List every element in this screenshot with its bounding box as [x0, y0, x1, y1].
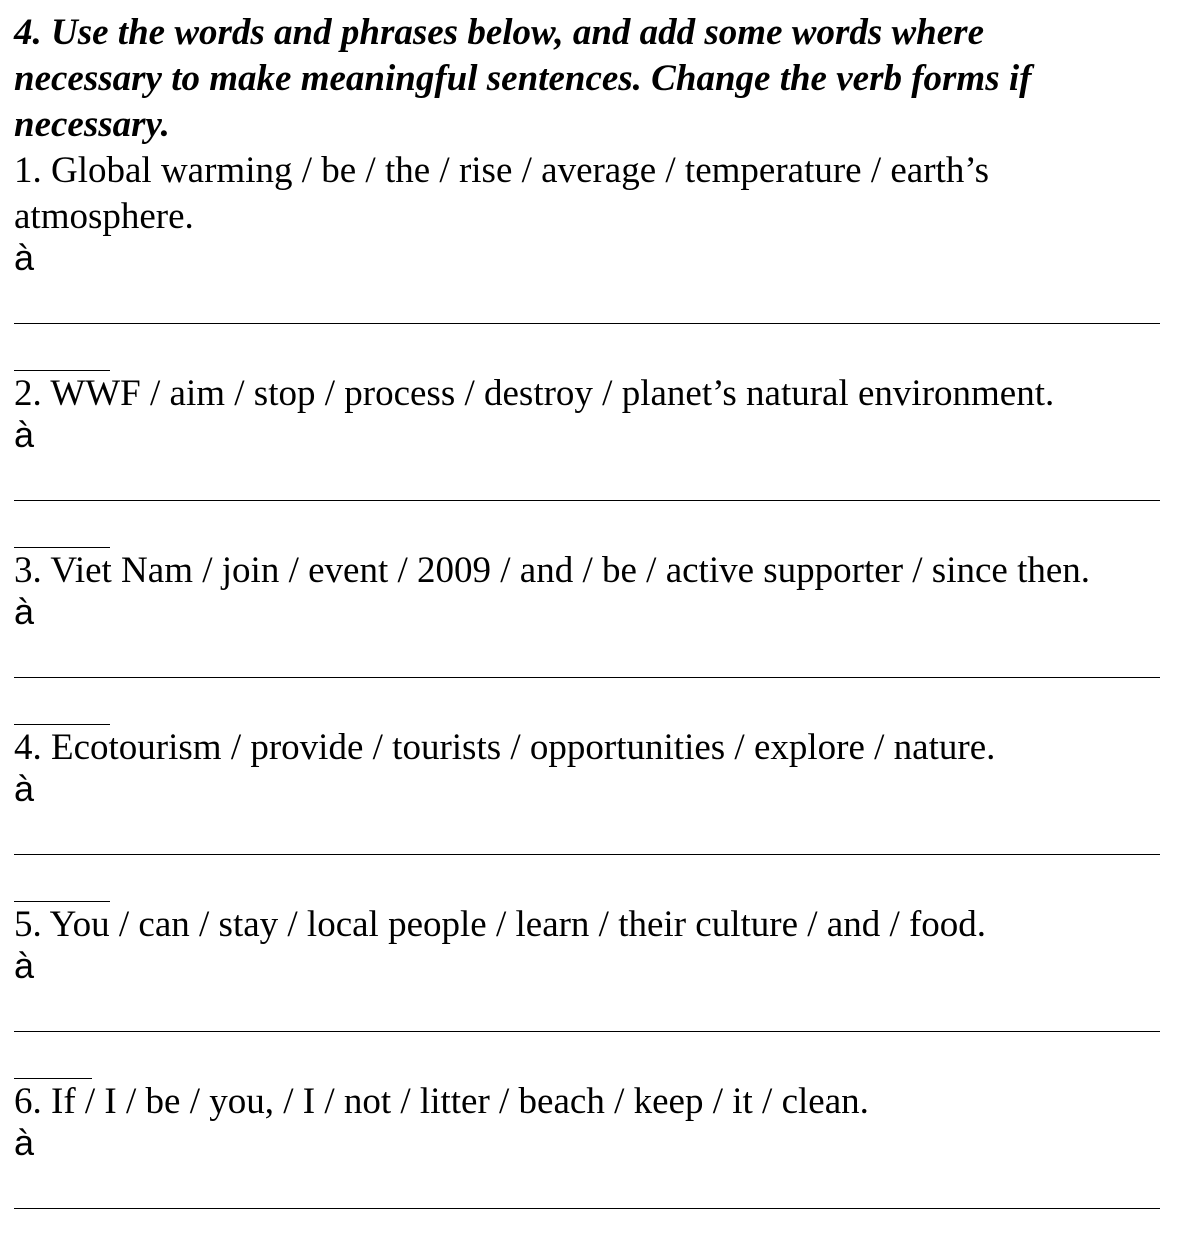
item-4-arrow: à: [14, 768, 35, 809]
exercise-item-4: [14, 725, 1190, 902]
exercise-item-2: [14, 371, 1190, 548]
item-2-answer-line[interactable]: [14, 500, 1160, 501]
item-5-arrow: à: [14, 945, 35, 986]
item-3-prompt: 3. Viet Nam / join / event / 2009 / and / be / active supporter / since then.: [14, 550, 1091, 591]
item-5-prompt: 5. You / can / stay / local people / learn / their culture / and / food.: [14, 904, 987, 945]
item-1-prompt: 1. Global warming / be / the / rise / average / temperature / earth’s atmosphere.: [14, 150, 990, 237]
item-5-answer-line[interactable]: [14, 1031, 1160, 1032]
item-1-arrow: à: [14, 237, 35, 278]
item-6-arrow: à: [14, 1122, 35, 1163]
item-1-answer-line[interactable]: [14, 323, 1160, 324]
item-3-arrow: à: [14, 591, 35, 632]
exercise-page: [14, 10, 1190, 1209]
item-4-answer-line[interactable]: [14, 854, 1160, 855]
exercise-item-5: [14, 902, 1190, 1079]
item-2-prompt: 2. WWF / aim / stop / process / destroy / planet’s natural environment.: [14, 373, 1055, 414]
exercise-item-6: [14, 1079, 1190, 1209]
exercise-item-1: [14, 148, 1190, 371]
item-6-answer-line[interactable]: [14, 1208, 1160, 1209]
item-3-answer-line[interactable]: [14, 677, 1160, 678]
item-6-prompt: 6. If / I / be / you, / I / not / litter / beach / keep / it / clean.: [14, 1081, 869, 1122]
item-2-arrow: à: [14, 414, 35, 455]
item-4-prompt: 4. Ecotourism / provide / tourists / opportunities / explore / nature.: [14, 727, 996, 768]
exercise-instructions: 4. Use the words and phrases below, and add some words where necessary to make meaningful sentences. Change the verb forms if necessary.: [14, 12, 1032, 145]
exercise-item-3: [14, 548, 1190, 725]
